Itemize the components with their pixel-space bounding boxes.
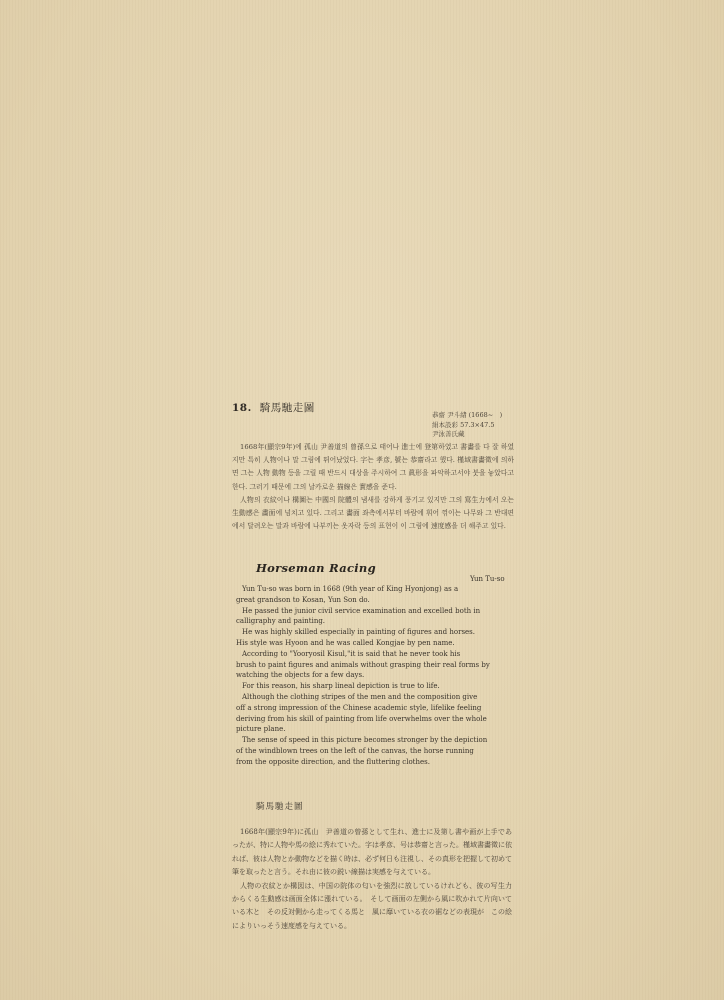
japanese-paragraph: 1668年(顯宗9年)に孤山 尹善道の曾孫として生れ、進士に及第し書や画が上手であったが、特に人物や馬の絵に秀れていた。字は孝彦、号は恭齋と言った。槿域書畵徵に依れば、彼は人物とか動物などを描く時は、必ず何日も注視し、その真形を把握して初めて筆を取ったと言う。それ由に彼の鋭い線描は実感を与えている。 — [232, 828, 512, 877]
artwork-metadata — [432, 411, 502, 440]
english-line: of the windblown trees on the left of the canvas, the horse running — [236, 746, 474, 755]
meta-artist: 恭齋 尹斗緖 (1668~ ) — [432, 411, 503, 419]
english-title: Horseman Racing — [256, 561, 376, 575]
english-line: picture plane. — [236, 725, 286, 734]
meta-medium: 絹本設彩 57.3×47.5 — [432, 420, 495, 429]
korean-text — [232, 441, 514, 533]
korean-title: 騎馬馳走圖 — [259, 402, 315, 414]
japanese-title: 騎馬馳走圖 — [256, 802, 304, 812]
korean-paragraph: 1668年(顯宗9年)에 孤山 尹善道의 曾孫으로 태어나 進士에 登第하였고 書畵를 다 잘 하였지만 특히 人物이나 말 그림에 뛰어났었다. 字는 孝彦, 號는 恭齋라고 했다. 槿域書畵徵에 의하면 그는 人物 動物 등을 그릴 때 반드시 대상을 주시하여 그 眞形을 파악하고서야 붓을 놓았다고 한다. 그러기 때문에 그의 날카로운 描線은 實感을 준다. — [232, 443, 514, 491]
english-line: great grandson to Kosan, Yun Son do. — [236, 595, 370, 604]
english-line: Although the clothing stripes of the men and the composition give — [242, 692, 478, 701]
english-line: He passed the junior civil service examination and excelled both in — [242, 606, 481, 615]
english-line: deriving from his skill of painting from life overwhelms over the whole — [236, 714, 487, 723]
entry-number: 18. — [232, 402, 252, 414]
english-line: The sense of speed in this picture becomes stronger by the depiction — [242, 736, 488, 745]
english-line: He was highly skilled especially in painting of figures and horses. — [242, 628, 475, 637]
english-line: His style was Hyoon and he was called Kongjae by pen name. — [236, 638, 455, 647]
english-line: watching the objects for a few days. — [236, 671, 365, 680]
english-line: off a strong impression of the Chinese academic style, lifelike feeling — [236, 703, 482, 712]
english-line: Yun Tu-so was born in 1668 (9th year of King Hyonjong) as a — [242, 585, 459, 593]
korean-heading — [232, 400, 315, 415]
english-text — [236, 584, 516, 768]
japanese-paragraph: 人物の衣紋とか構図は、中国の院体の匂いを強烈に放しているけれども、彼の写生力からくる生動感は画面全体に漲れている。 そして画面の左側から風に吹かれて片向いている木と その反対側から走ってくる馬と 風に靡いている衣の裾などの表現が この絵によりいっそう速度感を与えている。 — [232, 881, 512, 930]
english-line: calligraphy and painting. — [236, 617, 326, 626]
english-author: Yun Tu-so — [470, 575, 505, 583]
meta-collection: 尹泳善氏藏 — [432, 430, 465, 438]
english-line: For this reason, his sharp lineal depiction is true to life. — [242, 682, 440, 691]
korean-paragraph: 人物의 衣紋이나 構圖는 中國의 院體의 냄새를 강하게 풍기고 있지만 그의 寫生力에서 오는 生動感은 畵面에 넘치고 있다. 그리고 畵面 좌측에서부터 바람에 휘어 꺾이는 나무와 그 반대편에서 달려오는 말과 바람에 나부끼는 옷자락 등의 표현이 이 그림에 速度感을 더 해주고 있다. — [232, 495, 514, 531]
english-line: According to "Yooryosil Kisul,"it is said that he never took his — [242, 649, 461, 658]
english-line: brush to paint figures and animals without grasping their real forms by — [236, 660, 490, 669]
english-line: from the opposite direction, and the fluttering clothes. — [236, 757, 430, 766]
japanese-text — [232, 826, 512, 933]
